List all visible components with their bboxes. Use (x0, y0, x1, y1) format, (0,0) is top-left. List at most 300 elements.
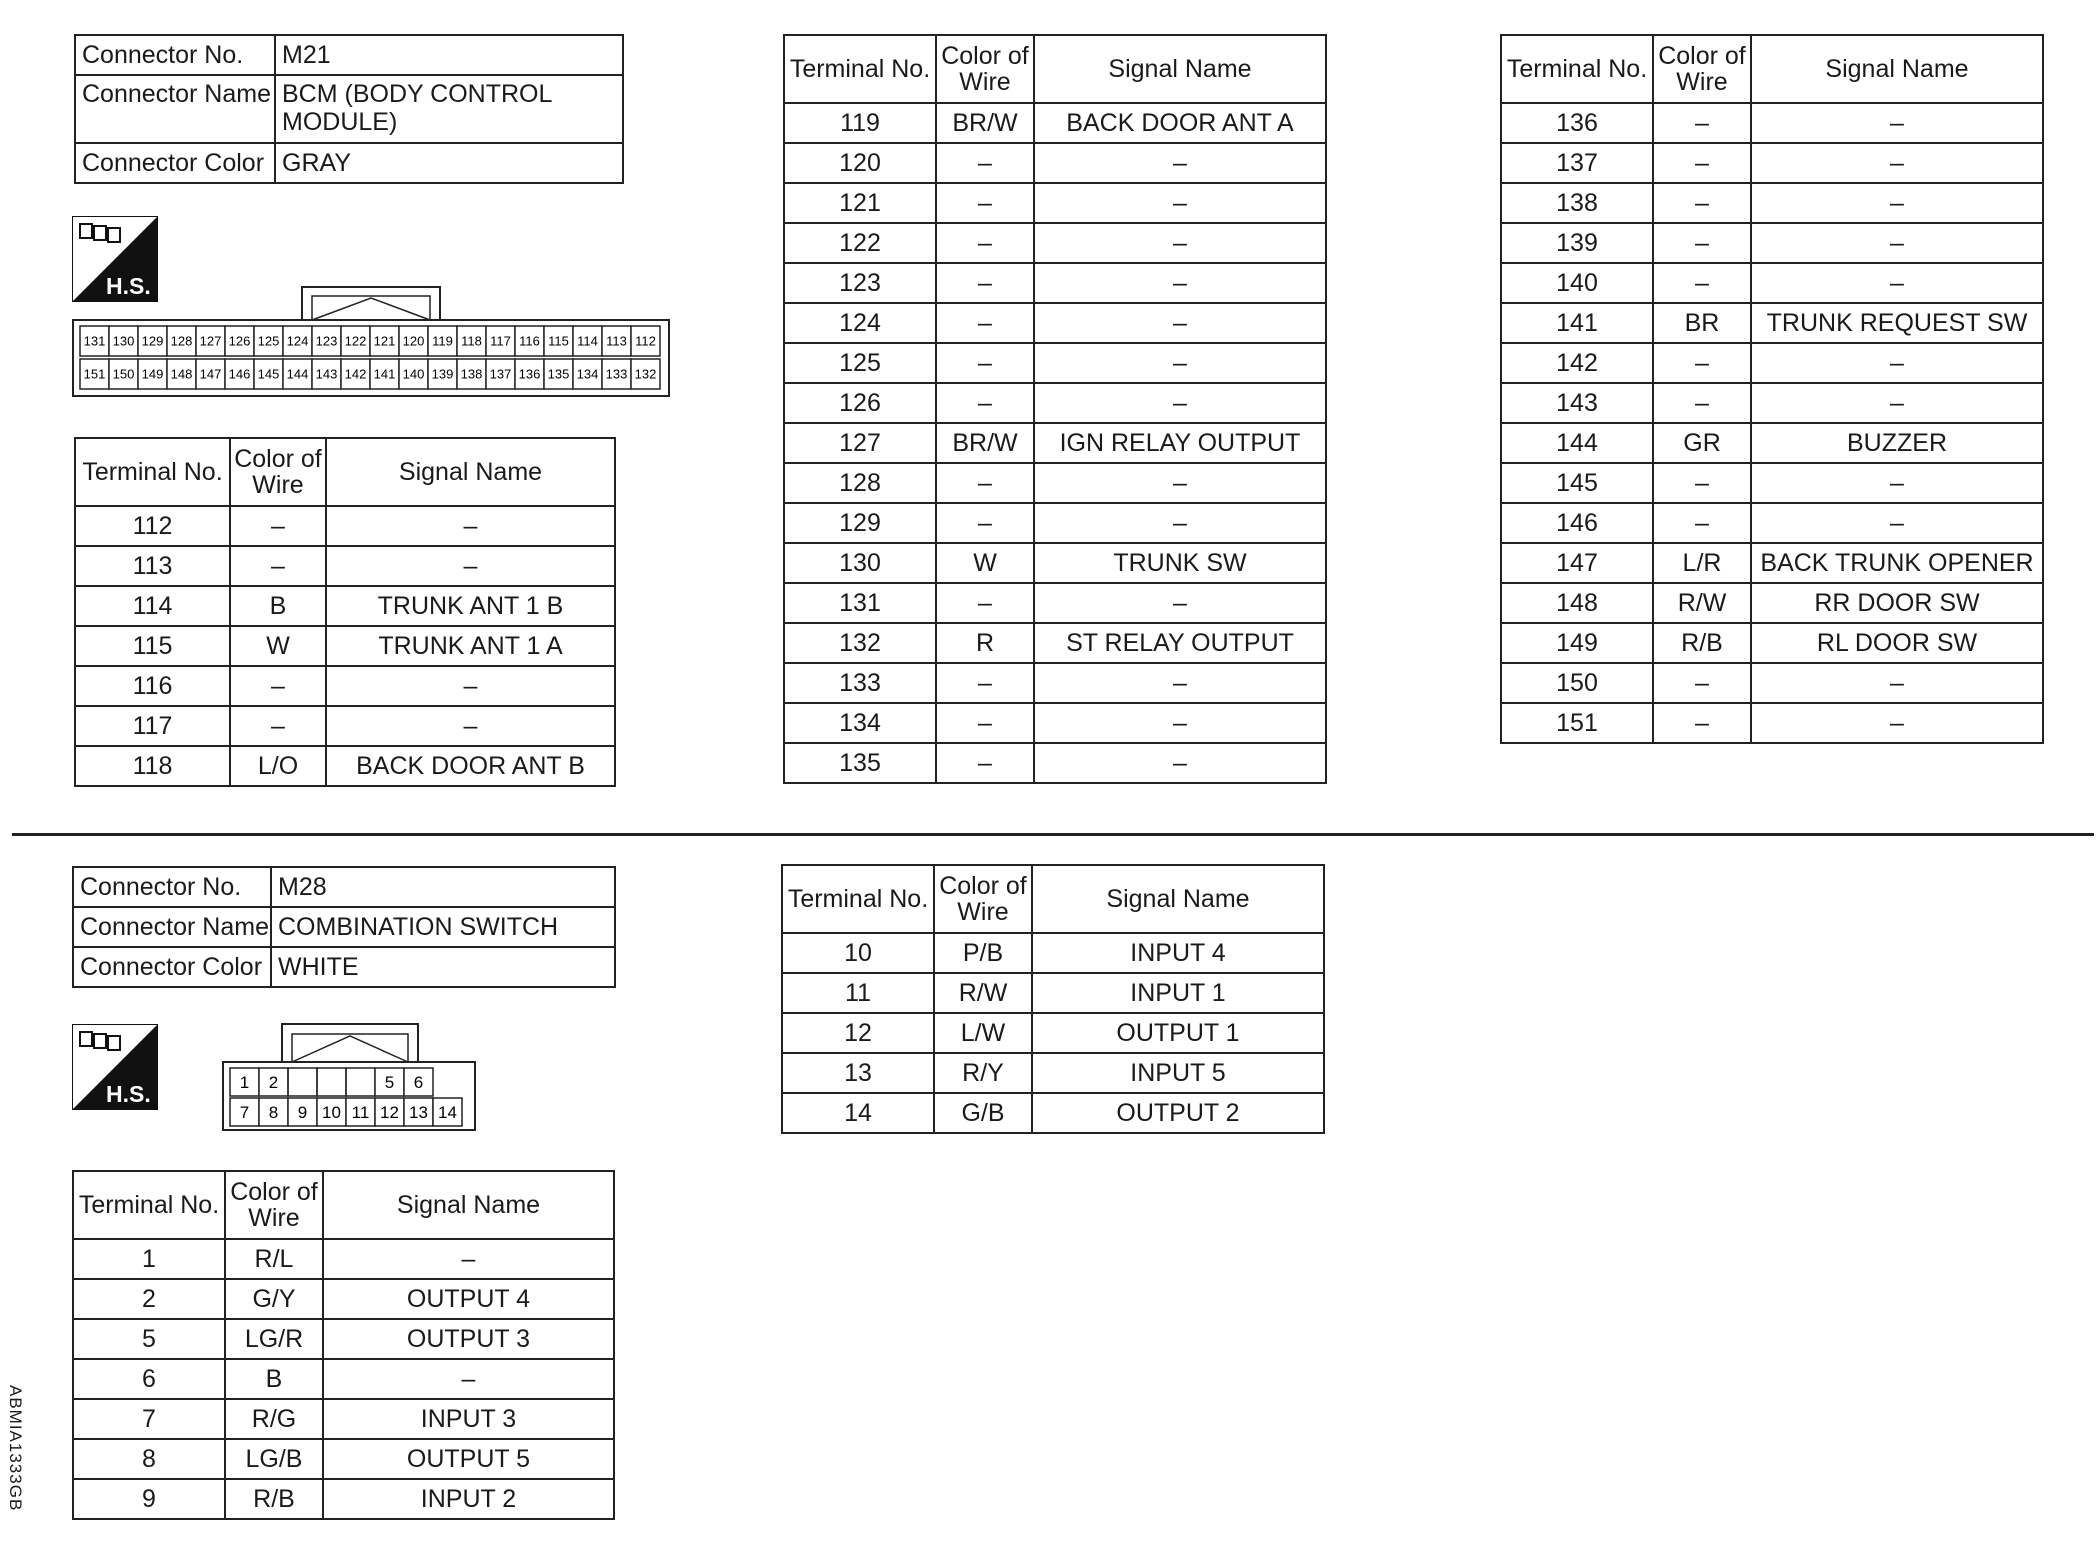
wire-color-cell: BR/W (936, 103, 1034, 143)
terminal-no-cell: 129 (784, 503, 936, 543)
wire-color-cell: – (936, 183, 1034, 223)
signal-name-cell: – (1034, 583, 1326, 623)
signal-name-cell: OUTPUT 3 (323, 1319, 614, 1359)
wire-color-cell: – (936, 263, 1034, 303)
wire-color-cell: – (1653, 503, 1751, 543)
signal-name-header: Signal Name (323, 1171, 614, 1239)
table-row (73, 1359, 614, 1399)
terminal-no-cell: 7 (73, 1399, 225, 1439)
pin-number: 114 (577, 333, 598, 349)
signal-name-cell: – (1751, 103, 2043, 143)
wire-color-cell: LG/R (225, 1319, 323, 1359)
terminal-no-header: Terminal No. (784, 35, 936, 103)
signal-name-cell: – (1751, 263, 2043, 303)
pin-number: 12 (380, 1103, 399, 1123)
wire-color-cell: G/B (934, 1093, 1032, 1133)
signal-name-cell: BACK DOOR ANT A (1034, 103, 1326, 143)
m28-terminal-table-a (72, 1170, 615, 1520)
terminal-no-cell: 124 (784, 303, 936, 343)
wire-color-cell: R/L (225, 1239, 323, 1279)
terminal-no-cell: 131 (784, 583, 936, 623)
terminal-no-cell: 118 (75, 746, 230, 786)
pin-number: 8 (268, 1103, 279, 1123)
signal-name-cell: OUTPUT 4 (323, 1279, 614, 1319)
pin-number: 145 (257, 366, 280, 382)
terminal-no-cell: 5 (73, 1319, 225, 1359)
wire-color-cell: B (225, 1359, 323, 1399)
signal-name-cell: – (323, 1239, 614, 1279)
pin-number: 127 (199, 333, 222, 349)
terminal-no-cell: 126 (784, 383, 936, 423)
table-row (1501, 503, 2043, 543)
signal-name-cell: BUZZER (1751, 423, 2043, 463)
pin-number: 112 (635, 333, 656, 349)
wire-color-header: Color of Wire (934, 865, 1032, 933)
terminal-no-cell: 146 (1501, 503, 1653, 543)
harness-side-icon (72, 1024, 158, 1110)
pin-number: 132 (634, 366, 657, 382)
wire-color-cell: – (230, 506, 326, 546)
signal-name-cell: – (1751, 183, 2043, 223)
signal-name-cell: – (1751, 143, 2043, 183)
terminal-no-header: Terminal No. (782, 865, 934, 933)
pin-number: 122 (344, 333, 367, 349)
pin-number: 147 (199, 366, 222, 382)
table-row (784, 623, 1326, 663)
terminal-no-cell: 135 (784, 743, 936, 783)
signal-name-cell: – (1034, 703, 1326, 743)
table-row (73, 1399, 614, 1439)
wire-color-cell: BR/W (936, 423, 1034, 463)
wire-color-cell: R/Y (934, 1053, 1032, 1093)
pin-number: 141 (373, 366, 396, 382)
terminal-no-cell: 116 (75, 666, 230, 706)
table-row (75, 506, 615, 546)
terminal-no-cell: 9 (73, 1479, 225, 1519)
signal-name-cell: – (1751, 343, 2043, 383)
terminal-no-cell: 2 (73, 1279, 225, 1319)
pin-number: 13 (409, 1103, 428, 1123)
table-row (1501, 663, 2043, 703)
wire-color-cell: – (230, 706, 326, 746)
terminal-no-cell: 151 (1501, 703, 1653, 743)
pin-number: 115 (548, 333, 569, 349)
signal-name-cell: – (326, 666, 615, 706)
pin-number: 142 (344, 366, 367, 382)
terminal-no-header: Terminal No. (1501, 35, 1653, 103)
table-row (784, 343, 1326, 383)
pin-number: 131 (83, 333, 106, 349)
wire-color-cell: R/B (225, 1479, 323, 1519)
signal-name-cell: – (326, 506, 615, 546)
connector-color-value: GRAY (275, 143, 623, 183)
terminal-no-cell: 10 (782, 933, 934, 973)
table-row (784, 503, 1326, 543)
pin-number: 123 (315, 333, 338, 349)
wire-color-cell: BR (1653, 303, 1751, 343)
signal-name-cell: TRUNK SW (1034, 543, 1326, 583)
pin-number: 150 (112, 366, 135, 382)
wire-color-cell: – (1653, 663, 1751, 703)
table-row (784, 743, 1326, 783)
signal-name-cell: – (1034, 303, 1326, 343)
terminal-no-cell: 145 (1501, 463, 1653, 503)
table-row (784, 463, 1326, 503)
wire-color-cell: G/Y (225, 1279, 323, 1319)
terminal-no-cell: 120 (784, 143, 936, 183)
pin-number: 133 (605, 366, 628, 382)
terminal-no-cell: 138 (1501, 183, 1653, 223)
table-row (1501, 703, 2043, 743)
pin-number: 139 (431, 366, 454, 382)
table-row (73, 1479, 614, 1519)
terminal-no-header: Terminal No. (75, 438, 230, 506)
table-row (1501, 343, 2043, 383)
m28-connector-face (222, 1022, 482, 1139)
pin-number: 126 (228, 333, 251, 349)
pin-number: 134 (576, 366, 599, 382)
terminal-no-cell: 137 (1501, 143, 1653, 183)
signal-name-cell: ST RELAY OUTPUT (1034, 623, 1326, 663)
m21-terminal-table-a (74, 437, 616, 787)
pin-number: 140 (402, 366, 425, 382)
table-row (782, 973, 1324, 1013)
terminal-no-cell: 139 (1501, 223, 1653, 263)
wire-color-cell: R/B (1653, 623, 1751, 663)
terminal-no-cell: 119 (784, 103, 936, 143)
table-row (784, 383, 1326, 423)
terminal-no-cell: 14 (782, 1093, 934, 1133)
signal-name-cell: OUTPUT 1 (1032, 1013, 1324, 1053)
signal-name-cell: – (1034, 743, 1326, 783)
terminal-no-cell: 113 (75, 546, 230, 586)
signal-name-cell: – (1751, 663, 2043, 703)
pin-number: 146 (228, 366, 251, 382)
pin-number: 116 (519, 333, 540, 349)
wire-color-cell: – (936, 383, 1034, 423)
signal-name-cell: – (1034, 503, 1326, 543)
m28-terminal-table-b (781, 864, 1325, 1134)
table-row (784, 183, 1326, 223)
wire-color-cell: – (1653, 383, 1751, 423)
pin-number: 14 (438, 1103, 457, 1123)
pin-number: 7 (239, 1103, 250, 1123)
terminal-no-cell: 142 (1501, 343, 1653, 383)
terminal-no-cell: 8 (73, 1439, 225, 1479)
signal-name-cell: – (1034, 463, 1326, 503)
hs-label: H.S. (106, 273, 151, 299)
signal-name-cell: RL DOOR SW (1751, 623, 2043, 663)
terminal-no-cell: 6 (73, 1359, 225, 1399)
wire-color-cell: L/W (934, 1013, 1032, 1053)
table-row (75, 666, 615, 706)
pin-number: 117 (490, 333, 511, 349)
m21-terminal-table-c (1500, 34, 2044, 744)
pin-number: 11 (351, 1103, 370, 1123)
table-row (784, 703, 1326, 743)
signal-name-cell: – (1751, 463, 2043, 503)
signal-name-cell: OUTPUT 5 (323, 1439, 614, 1479)
signal-name-cell: – (1034, 223, 1326, 263)
wire-color-cell: – (936, 703, 1034, 743)
table-row (784, 583, 1326, 623)
table-row (73, 1279, 614, 1319)
wire-color-header: Color of Wire (1653, 35, 1751, 103)
table-row (782, 1093, 1324, 1133)
table-row (75, 626, 615, 666)
table-row (1501, 223, 2043, 263)
pin-number: 1 (239, 1073, 250, 1093)
signal-name-header: Signal Name (1751, 35, 2043, 103)
signal-name-cell: OUTPUT 2 (1032, 1093, 1324, 1133)
signal-name-cell: – (1751, 383, 2043, 423)
terminal-no-cell: 132 (784, 623, 936, 663)
hs-label: H.S. (106, 1081, 151, 1107)
table-row (1501, 583, 2043, 623)
pin-number: 120 (402, 333, 425, 349)
connector-name-label: Connector Name (75, 75, 275, 143)
terminal-no-cell: 122 (784, 223, 936, 263)
table-row (73, 1439, 614, 1479)
terminal-no-cell: 136 (1501, 103, 1653, 143)
pin-number: 136 (518, 366, 541, 382)
signal-name-cell: – (1034, 263, 1326, 303)
wire-color-cell: – (230, 666, 326, 706)
terminal-no-cell: 114 (75, 586, 230, 626)
signal-name-cell: TRUNK ANT 1 B (326, 586, 615, 626)
signal-name-header: Signal Name (326, 438, 615, 506)
table-row (73, 1319, 614, 1359)
signal-name-cell: – (326, 706, 615, 746)
signal-name-cell: – (1034, 343, 1326, 383)
terminal-no-cell: 13 (782, 1053, 934, 1093)
wire-color-cell: – (1653, 103, 1751, 143)
signal-name-cell: – (1034, 383, 1326, 423)
terminal-no-cell: 149 (1501, 623, 1653, 663)
wire-color-cell: – (1653, 263, 1751, 303)
wire-color-cell: – (936, 583, 1034, 623)
wire-color-cell: B (230, 586, 326, 626)
wire-color-cell: – (1653, 703, 1751, 743)
wire-color-cell: L/R (1653, 543, 1751, 583)
signal-name-cell: RR DOOR SW (1751, 583, 2043, 623)
signal-name-header: Signal Name (1032, 865, 1324, 933)
pin-number: 130 (112, 333, 135, 349)
terminal-no-cell: 125 (784, 343, 936, 383)
wire-color-cell: W (230, 626, 326, 666)
signal-name-cell: BACK TRUNK OPENER (1751, 543, 2043, 583)
pin-number: 144 (286, 366, 309, 382)
terminal-no-cell: 115 (75, 626, 230, 666)
signal-name-cell: – (1034, 143, 1326, 183)
signal-name-cell: INPUT 5 (1032, 1053, 1324, 1093)
wire-color-cell: GR (1653, 423, 1751, 463)
table-row (75, 586, 615, 626)
wire-color-cell: – (936, 303, 1034, 343)
signal-name-cell: INPUT 1 (1032, 973, 1324, 1013)
pin-number: 125 (257, 333, 280, 349)
terminal-no-cell: 144 (1501, 423, 1653, 463)
wire-color-cell: L/O (230, 746, 326, 786)
terminal-no-cell: 11 (782, 973, 934, 1013)
terminal-no-cell: 147 (1501, 543, 1653, 583)
pin-number: 138 (460, 366, 483, 382)
table-row (1501, 463, 2043, 503)
wire-color-cell: R/W (1653, 583, 1751, 623)
pin-number: 128 (170, 333, 193, 349)
connector-no-label: Connector No. (73, 867, 271, 907)
wire-color-cell: – (1653, 143, 1751, 183)
m28-connector-info (72, 866, 616, 988)
terminal-no-cell: 143 (1501, 383, 1653, 423)
signal-name-cell: TRUNK REQUEST SW (1751, 303, 2043, 343)
connector-name-label: Connector Name (73, 907, 271, 947)
wire-color-cell: – (936, 463, 1034, 503)
connector-no-value: M28 (271, 867, 615, 907)
signal-name-cell: INPUT 3 (323, 1399, 614, 1439)
m21-connector-face (72, 284, 672, 405)
pin-number: 137 (489, 366, 512, 382)
terminal-no-cell: 134 (784, 703, 936, 743)
pin-number: 124 (286, 333, 309, 349)
table-row (1501, 263, 2043, 303)
connector-no-label: Connector No. (75, 35, 275, 75)
signal-name-header: Signal Name (1034, 35, 1326, 103)
m21-connector-info (74, 34, 624, 184)
signal-name-cell: TRUNK ANT 1 A (326, 626, 615, 666)
wire-color-cell: – (1653, 183, 1751, 223)
wire-color-cell: – (936, 143, 1034, 183)
pin-number: 149 (141, 366, 164, 382)
table-row (782, 1013, 1324, 1053)
terminal-no-cell: 112 (75, 506, 230, 546)
signal-name-cell: – (1034, 663, 1326, 703)
connector-name-value: BCM (BODY CONTROL MODULE) (275, 75, 623, 143)
signal-name-cell: – (1751, 503, 2043, 543)
connector-color-label: Connector Color (73, 947, 271, 987)
pin-number: 5 (384, 1073, 395, 1093)
table-row (784, 543, 1326, 583)
signal-name-cell: – (1751, 703, 2043, 743)
wire-color-cell: – (1653, 463, 1751, 503)
connector-name-value: COMBINATION SWITCH (271, 907, 615, 947)
table-row (75, 746, 615, 786)
table-row (782, 933, 1324, 973)
table-row (73, 1239, 614, 1279)
wire-color-cell: P/B (934, 933, 1032, 973)
wire-color-cell: – (936, 663, 1034, 703)
table-row (784, 223, 1326, 263)
pin-number: 135 (547, 366, 570, 382)
wire-color-cell: – (1653, 223, 1751, 263)
wire-color-cell: – (936, 223, 1034, 263)
table-row (1501, 623, 2043, 663)
table-row (1501, 303, 2043, 343)
figure-code: ABMIA1333GB (6, 1385, 25, 1512)
terminal-no-cell: 140 (1501, 263, 1653, 303)
wire-color-cell: W (936, 543, 1034, 583)
wire-color-header: Color of Wire (225, 1171, 323, 1239)
signal-name-cell: – (323, 1359, 614, 1399)
wire-color-cell: – (1653, 343, 1751, 383)
table-row (1501, 543, 2043, 583)
m21-terminal-table-b (783, 34, 1327, 784)
pin-number: 9 (297, 1103, 308, 1123)
signal-name-cell: – (1751, 223, 2043, 263)
pin-number: 6 (413, 1073, 424, 1093)
terminal-no-cell: 123 (784, 263, 936, 303)
table-row (784, 263, 1326, 303)
wire-color-cell: – (230, 546, 326, 586)
signal-name-cell: IGN RELAY OUTPUT (1034, 423, 1326, 463)
terminal-no-cell: 141 (1501, 303, 1653, 343)
pin-number: 2 (268, 1073, 279, 1093)
terminal-no-cell: 128 (784, 463, 936, 503)
terminal-no-cell: 148 (1501, 583, 1653, 623)
pin-number: 143 (315, 366, 338, 382)
table-row (784, 663, 1326, 703)
table-row (75, 546, 615, 586)
wire-color-header: Color of Wire (936, 35, 1034, 103)
table-row (784, 303, 1326, 343)
pin-number: 118 (461, 333, 482, 349)
terminal-no-cell: 1 (73, 1239, 225, 1279)
terminal-no-cell: 130 (784, 543, 936, 583)
terminal-no-cell: 12 (782, 1013, 934, 1053)
signal-name-cell: INPUT 2 (323, 1479, 614, 1519)
signal-name-cell: BACK DOOR ANT B (326, 746, 615, 786)
table-row (782, 1053, 1324, 1093)
pin-number: 10 (322, 1103, 341, 1123)
pin-number: 113 (606, 333, 627, 349)
terminal-no-cell: 117 (75, 706, 230, 746)
terminal-no-header: Terminal No. (73, 1171, 225, 1239)
signal-name-cell: INPUT 4 (1032, 933, 1324, 973)
pin-number: 121 (373, 333, 396, 349)
connector-color-label: Connector Color (75, 143, 275, 183)
connector-color-value: WHITE (271, 947, 615, 987)
wire-color-cell: – (936, 503, 1034, 543)
wire-color-cell: R/W (934, 973, 1032, 1013)
table-row (1501, 103, 2043, 143)
wire-color-cell: – (936, 743, 1034, 783)
wire-color-cell: – (936, 343, 1034, 383)
wire-color-cell: R/G (225, 1399, 323, 1439)
table-row (1501, 183, 2043, 223)
signal-name-cell: – (326, 546, 615, 586)
table-row (1501, 423, 2043, 463)
section-divider (12, 833, 2094, 836)
table-row (1501, 143, 2043, 183)
connector-no-value: M21 (275, 35, 623, 75)
terminal-no-cell: 127 (784, 423, 936, 463)
table-row (784, 143, 1326, 183)
table-row (75, 706, 615, 746)
wire-color-cell: R (936, 623, 1034, 663)
table-row (784, 423, 1326, 463)
table-row (1501, 383, 2043, 423)
terminal-no-cell: 133 (784, 663, 936, 703)
pin-number: 148 (170, 366, 193, 382)
terminal-no-cell: 121 (784, 183, 936, 223)
pin-number: 151 (83, 366, 106, 382)
wire-color-header: Color of Wire (230, 438, 326, 506)
signal-name-cell: – (1034, 183, 1326, 223)
pin-number: 119 (432, 333, 453, 349)
table-row (784, 103, 1326, 143)
wire-color-cell: LG/B (225, 1439, 323, 1479)
pin-number: 129 (141, 333, 164, 349)
